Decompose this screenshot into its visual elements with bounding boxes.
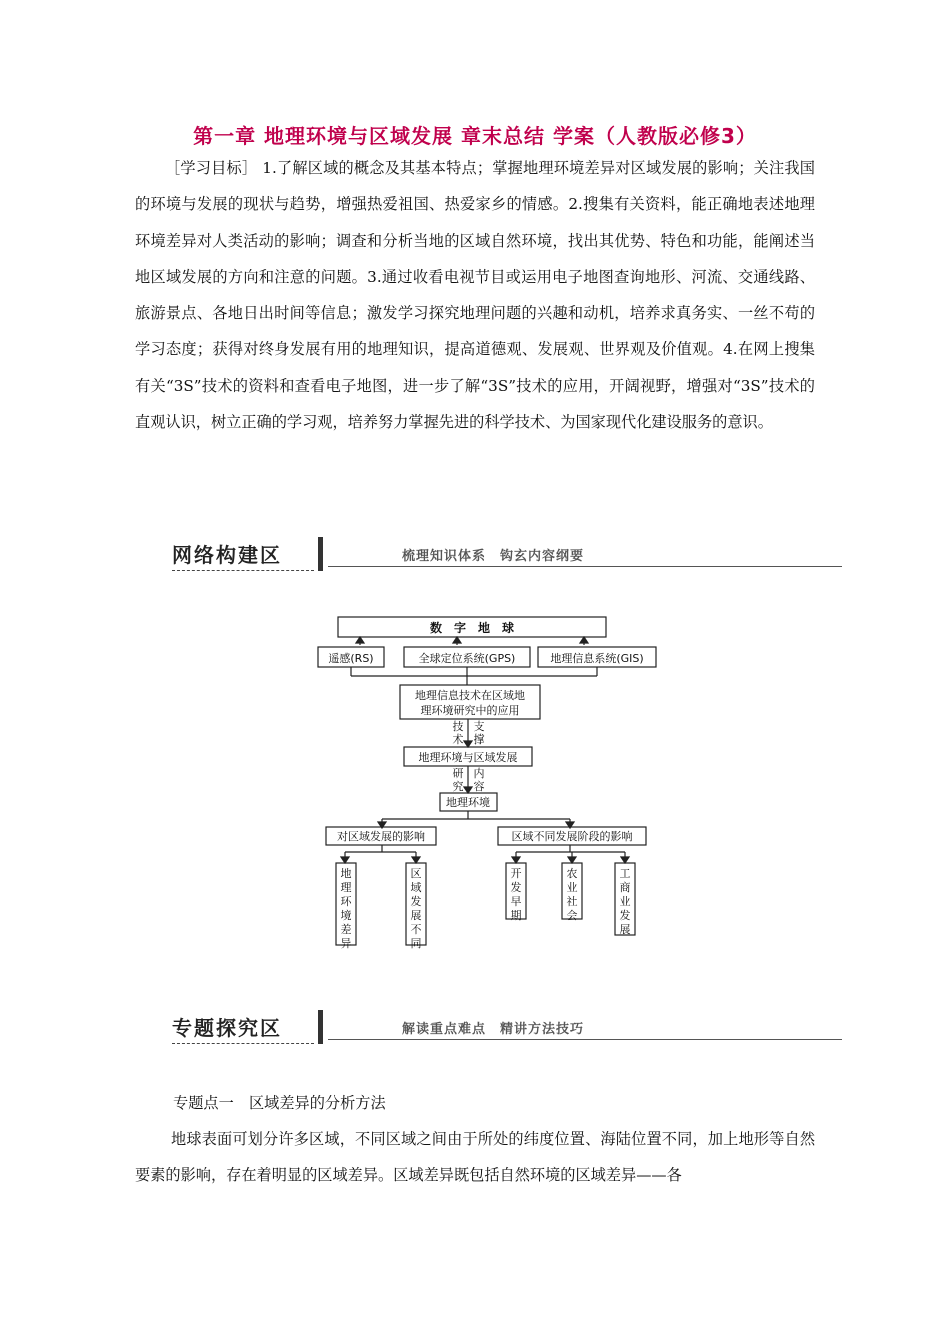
environment-label: 地理环境 xyxy=(446,796,490,809)
edge-label: 究 xyxy=(452,780,464,793)
leaf-char: 区 xyxy=(410,867,422,880)
edge-label: 支 xyxy=(473,720,485,733)
leaf-char: 域 xyxy=(410,881,422,894)
banner-underline xyxy=(172,570,314,571)
banner-bar xyxy=(318,537,323,571)
edge-label: 内 xyxy=(473,767,485,780)
rs-label: 遥感(RS) xyxy=(328,652,374,665)
application-line2: 理环境研究中的应用 xyxy=(420,704,520,717)
leaf-char: 业 xyxy=(566,881,578,894)
leaf-char: 不 xyxy=(410,923,422,936)
leaf-char: 农 xyxy=(566,867,578,880)
leaf-char: 会 xyxy=(566,909,578,922)
leaf-char: 境 xyxy=(340,909,352,922)
arrowhead xyxy=(580,637,588,643)
leaf-char: 社 xyxy=(566,895,578,908)
banner-underline xyxy=(172,1043,314,1044)
leaf-char: 发 xyxy=(510,881,522,894)
leaf-char: 地 xyxy=(340,867,352,880)
leaf-char: 早 xyxy=(510,895,522,908)
edge-label: 容 xyxy=(473,780,485,793)
leaf-char: 同 xyxy=(410,937,422,950)
banner-label: 专题探究区 xyxy=(172,1016,282,1040)
leaf-char: 业 xyxy=(619,895,631,908)
banner-tagline: 解读重点难点 精讲方法技巧 xyxy=(402,1022,585,1037)
edge-label: 研 xyxy=(452,767,464,780)
concept-diagram xyxy=(300,605,660,950)
impact-label: 对区域发展的影响 xyxy=(337,830,425,843)
learning-objectives xyxy=(135,150,815,440)
arrowhead xyxy=(453,637,461,643)
edge-label: 技 xyxy=(452,720,464,733)
leaf-char: 理 xyxy=(340,881,352,894)
gps-label: 全球定位系统(GPS) xyxy=(418,652,516,665)
network-banner xyxy=(172,537,842,571)
leaf-char: 展 xyxy=(619,923,631,936)
banner-tagline: 梳理知识体系 钩玄内容纲要 xyxy=(402,549,585,564)
edge-label: 撑 xyxy=(473,733,485,746)
leaf-char: 发 xyxy=(619,909,631,922)
leaf-char: 发 xyxy=(410,895,422,908)
digital-earth-label: 数 字 地 球 xyxy=(429,621,515,635)
edge-label: 术 xyxy=(452,733,464,746)
arrowhead xyxy=(356,637,364,643)
leaf-char: 开 xyxy=(510,867,522,880)
leaf-char: 展 xyxy=(410,909,422,922)
gis-label: 地理信息系统(GIS) xyxy=(550,652,644,665)
application-line1: 地理信息技术在区域地 xyxy=(415,689,525,702)
leaf-char: 期 xyxy=(510,909,522,922)
topic-body: 地球表面可划分许多区域，不同区域之间由于所处的纬度位置、海陆位置不同，加上地形等自然要素的影响，存在着明显的区域差异。区域差异既包括自然环境的区域差异——各 xyxy=(135,1130,815,1184)
banner-label: 网络构建区 xyxy=(172,543,282,567)
banner-rule xyxy=(328,1039,842,1040)
leaf-char: 工 xyxy=(619,867,631,880)
leaf-char: 商 xyxy=(619,881,631,894)
topic-section xyxy=(135,1085,815,1193)
topic-banner xyxy=(172,1010,842,1044)
leaf-char: 差 xyxy=(340,923,352,936)
objectives-paragraph: ［学习目标］ 1.了解区域的概念及其基本特点；掌握地理环境差异对区域发展的影响；关注我国的环境与发展的现状与趋势，增强热爱祖国、热爱家乡的情感。2.搜集有关资料，能正确地表述地理环境差异对人类活动的影响；调查和分析当地的区域自然环境，找出其优势、特色和功能，能阐述当地区域发展的方向和注意的问题。3.通过收看电视节目或运用电子地图查询地形、河流、交通线路、旅游景点、各地日出时间等信息；激发学习探究地理问题的兴趣和动机，培养求真务实、一丝不苟的学习态度；获得对终身发展有用的地理知识，提高道德观、发展观、世界观及价值观。4.在网上搜集有关“3S”技术的资料和查看电子地图，进一步了解“3S”技术的应用，开阔视野，增强对“3S”技术的直观认识，树立正确的学习观，培养努力掌握先进的科学技术、为国家现代化建设服务的意识。 xyxy=(135,159,815,432)
page-title: 第一章 地理环境与区域发展 章末总结 学案（人教版必修3） xyxy=(193,124,757,148)
region-development-label: 地理环境与区域发展 xyxy=(418,751,518,764)
banner-rule xyxy=(328,566,842,567)
stage-label: 区域不同发展阶段的影响 xyxy=(511,830,633,843)
leaf-labels xyxy=(341,866,631,950)
leaf-char: 环 xyxy=(340,895,352,908)
leaf-char: 异 xyxy=(340,937,352,950)
topic-subtitle: 专题点一 区域差异的分析方法 xyxy=(173,1094,386,1112)
banner-bar xyxy=(318,1010,323,1044)
